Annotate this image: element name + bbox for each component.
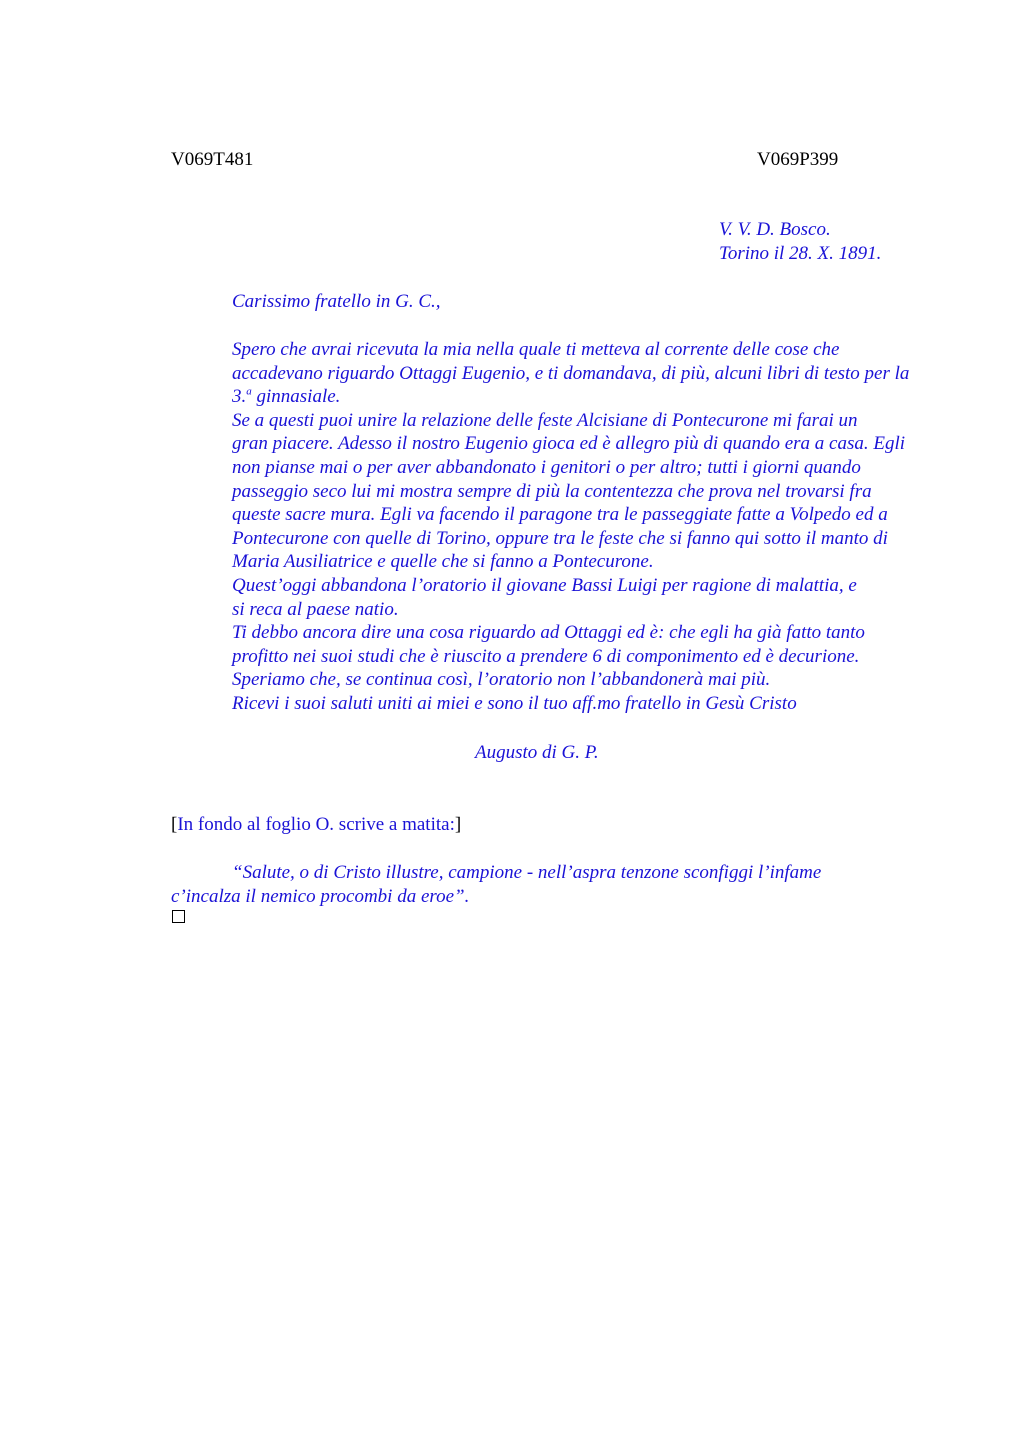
paragraph-line: non pianse mai o per aver abbandonato i genitori o per altro; tutti i giorni quando	[232, 456, 861, 478]
paragraph-5	[171, 668, 931, 692]
superscript-a: a	[246, 385, 252, 398]
quote-line-1: “Salute, o di Cristo illustre, campione - nell’aspra tenzone sconfiggi l’infame	[232, 862, 822, 883]
paragraph-line: Pontecurone con quelle di Torino, oppure tra le feste che si fanno qui sotto il manto di	[232, 527, 888, 549]
letter-body	[171, 338, 931, 716]
class-label: ginnasiale.	[251, 386, 341, 408]
paragraph-1	[171, 338, 931, 409]
paragraph-line: Se a questi puoi unire la relazione delle feste Alcisiane di Pontecurone mi farai un	[232, 409, 858, 431]
class-number: 3.	[232, 386, 247, 408]
paragraph-line: Quest’oggi abbandona l’oratorio il giovane Bassi Luigi per ragione di malattia, e	[232, 574, 857, 596]
paragraph-line: si reca al paese natio.	[232, 598, 399, 620]
paragraph-6	[171, 692, 931, 716]
note-open-bracket: [	[171, 814, 178, 835]
end-marker-box	[172, 910, 185, 923]
paragraph-line	[171, 385, 931, 409]
salutation: Carissimo fratello in G. C.,	[232, 291, 441, 312]
dateline	[719, 218, 881, 265]
header-right-code: V069P399	[757, 149, 839, 170]
note-text: In fondo al foglio O. scrive a matita:	[177, 814, 455, 835]
signature: Augusto di G. P.	[475, 742, 599, 763]
paragraph-line: passeggio seco lui mi mostra sempre di più la contentezza che prova nel trovarsi fra	[232, 480, 872, 502]
paragraph-2	[171, 409, 931, 574]
dateline-line-2: Torino il 28. X. 1891.	[719, 242, 882, 264]
paragraph-line: Speriamo che, se continua così, l’oratorio non l’abbandonerà mai più.	[232, 669, 771, 691]
note-close-bracket: ]	[454, 814, 462, 835]
paragraph-line: Maria Ausiliatrice e quelle che si fanno a Pontecurone.	[232, 551, 654, 573]
paragraph-line: queste sacre mura. Egli va facendo il paragone tra le passeggiate fatte a Volpedo ed a	[232, 504, 888, 526]
paragraph-line: accadevano riguardo Ottaggi Eugenio, e ti domandava, di più, alcuni libri di testo per la	[232, 362, 910, 384]
paragraph-4	[171, 621, 931, 668]
pencil-quote	[171, 861, 931, 908]
paragraph-line: gran piacere. Adesso il nostro Eugenio gioca ed è allegro più di quando era a casa. Egli	[232, 433, 906, 455]
paragraph-line: Ti debbo ancora dire una cosa riguardo ad Ottaggi ed è: che egli ha già fatto tanto	[232, 622, 865, 644]
dateline-line-1: V. V. D. Bosco.	[719, 219, 831, 240]
editorial-note	[171, 813, 461, 837]
paragraph-3	[171, 574, 931, 621]
paragraph-line: Spero che avrai ricevuta la mia nella quale ti metteva al corrente delle cose che	[232, 339, 840, 360]
quote-line-2: c’incalza il nemico procombi da eroe”.	[171, 885, 470, 907]
paragraph-line: Ricevi i suoi saluti uniti ai miei e sono il tuo aff.mo fratello in Gesù Cristo	[232, 692, 797, 714]
header-left-code: V069T481	[171, 149, 254, 170]
paragraph-line: profitto nei suoi studi che è riuscito a prendere 6 di componimento ed è decurione.	[232, 645, 860, 667]
